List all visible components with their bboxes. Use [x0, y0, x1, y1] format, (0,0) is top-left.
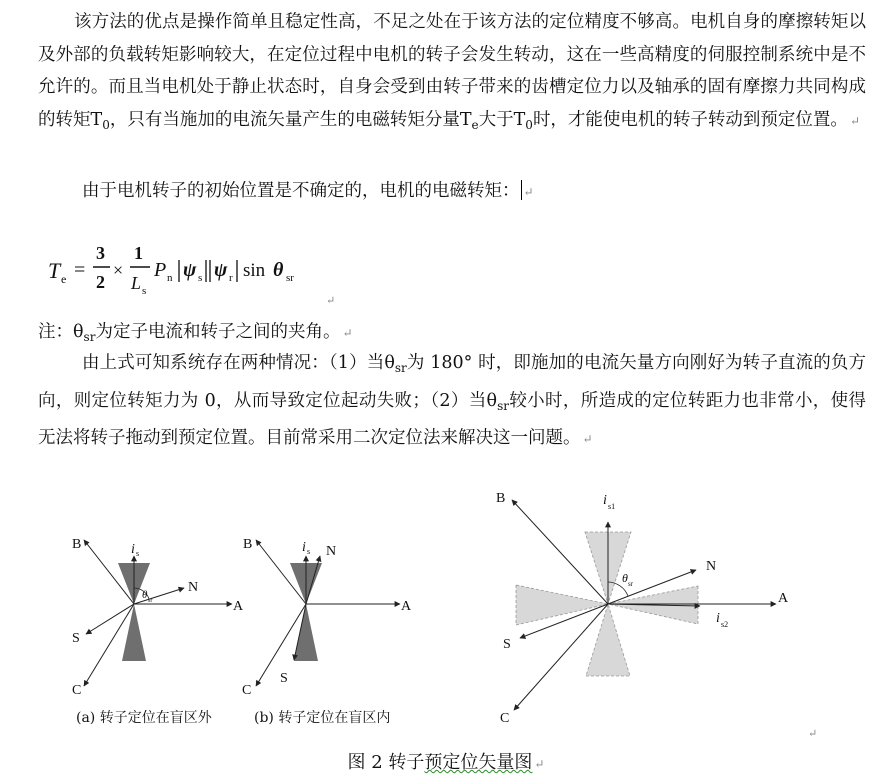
paragraph-mark: ↵ — [523, 185, 534, 199]
label-is1-sub: s1 — [608, 502, 616, 511]
blind-sector — [294, 604, 318, 661]
paragraph-2-text: 由于电机转子的初始位置是不确定的，电机的电磁转矩： — [82, 181, 520, 201]
label-is-sub: s — [307, 547, 311, 556]
label-c: C — [500, 711, 510, 726]
formula-psi-s: ψ — [183, 259, 197, 281]
label-b: B — [243, 537, 253, 552]
label-b: B — [496, 491, 506, 506]
formula-pn-sub: n — [167, 272, 173, 284]
subfigure-label-a: (a) 转子定位在盲区外 — [76, 710, 212, 726]
label-a: A — [778, 591, 789, 606]
label-is1: i — [603, 493, 607, 508]
paragraph-mark: ↵ — [534, 757, 545, 771]
paragraph-mark: ↵ — [808, 728, 818, 740]
formula-times: × — [113, 260, 124, 280]
label-s: S — [503, 637, 511, 652]
caption-text-b: 预定位矢量图 — [424, 752, 533, 773]
formula-lhs-sub: e — [61, 272, 67, 286]
formula-psi-s-sub: s — [198, 272, 203, 284]
label-theta: θ — [622, 571, 628, 585]
blind-sector — [122, 604, 146, 661]
label-is-sub: s — [136, 549, 140, 558]
paragraph-1-text-a: 该方法的优点是操作简单且稳定性高，不足之处在于该方法的定位精度不够高。电机自身的摩擦转矩以及外部的负载转矩影响较大，在定位过程中电机的转子会发生转动，这在一些高精度的伺服控制系统中是不允许的。而且当电机处于静止状态时，自身会受到由转子带来的齿槽定位力以及轴承的固有摩擦力共同构成的转矩T — [38, 12, 866, 130]
paragraph-2 — [38, 175, 866, 209]
label-s: S — [72, 631, 80, 646]
subscript: e — [471, 117, 479, 132]
label-c: C — [242, 683, 252, 698]
label-theta-sub: sr — [148, 598, 153, 604]
caption-text-a: 图 2 转子 — [347, 752, 425, 773]
paragraph-mark: ↵ — [326, 295, 336, 307]
formula-theta-sub: sr — [286, 272, 294, 284]
label-n: N — [706, 559, 717, 574]
paragraph-3-text-a: 由上式可知系统存在两种情况：（1）当θ — [82, 353, 395, 373]
label-s: S — [280, 671, 288, 686]
paragraph-1-text-b: ，只有当施加的电流矢量产生的电磁转矩分量T — [109, 109, 472, 130]
torque-formula — [48, 238, 348, 308]
label-a: A — [233, 599, 244, 614]
paragraph-1-text-c: 大于T — [478, 109, 526, 130]
subscript: 0 — [525, 117, 533, 132]
paragraph-3-text-c: 较小时，所造成的定位转距力也非常小，使得无法将转子拖动到预定位置。目前常采用二次定位法来解决这一问题。 — [38, 390, 866, 448]
formula-eq: = — [74, 259, 86, 281]
formula-psi-r: ψ — [214, 259, 228, 281]
label-c: C — [72, 683, 82, 698]
formula-den2-sub: s — [142, 285, 147, 297]
subscript: sr — [394, 361, 407, 375]
diagram-a — [72, 537, 244, 698]
subscript: sr — [497, 398, 509, 413]
text-cursor — [521, 180, 522, 200]
label-theta: θ — [142, 589, 148, 601]
label-theta-sub: sr — [628, 580, 634, 588]
paragraph-1 — [38, 6, 866, 141]
vector-diagram-figure — [0, 480, 892, 775]
label-n: N — [326, 544, 337, 559]
paragraph-3-text-b: 为 180° 时，即施加的电流矢量方向刚好为转子直流的负方向，则定位转矩力为 0，从而导致定位起动失败；（2）当θ — [38, 353, 866, 411]
south-pole-vector — [86, 604, 134, 634]
paragraph-3 — [38, 347, 866, 456]
subfigure-label-b: (b) 转子定位在盲区内 — [254, 710, 391, 726]
label-b: B — [72, 537, 82, 552]
formula-psi-r-sub: r — [229, 272, 233, 284]
paragraph-mark: ↵ — [849, 113, 860, 128]
formula-lhs: T — [48, 258, 61, 283]
paragraph-1-text-d: 时，才能使电机的转子转动到预定位置。 — [532, 109, 848, 130]
label-is: i — [302, 540, 306, 555]
label-n: N — [188, 580, 199, 595]
paragraph-mark: ↵ — [582, 432, 593, 446]
blind-sector — [586, 604, 630, 676]
subscript: sr — [83, 330, 96, 344]
label-is2: i — [716, 611, 720, 626]
formula-num2: 1 — [134, 243, 143, 263]
diagram-c — [496, 491, 817, 740]
note-text-a: 注：θ — [38, 322, 84, 342]
formula-theta: θ — [273, 259, 284, 281]
formula-den1: 2 — [96, 272, 105, 292]
label-is: i — [131, 542, 135, 557]
subscript: 0 — [102, 117, 110, 132]
formula-den2: L — [131, 273, 142, 293]
paragraph-mark: ↵ — [342, 326, 353, 340]
formula-sin: sin — [243, 260, 266, 281]
diagram-b — [242, 537, 412, 698]
label-a: A — [401, 599, 412, 614]
formula-num1: 3 — [96, 243, 105, 263]
label-is2-sub: s2 — [721, 620, 729, 629]
formula-pn: P — [154, 259, 167, 281]
note-text-b: 为定子电流和转子之间的夹角。 — [95, 322, 341, 342]
figure-caption — [0, 748, 892, 774]
